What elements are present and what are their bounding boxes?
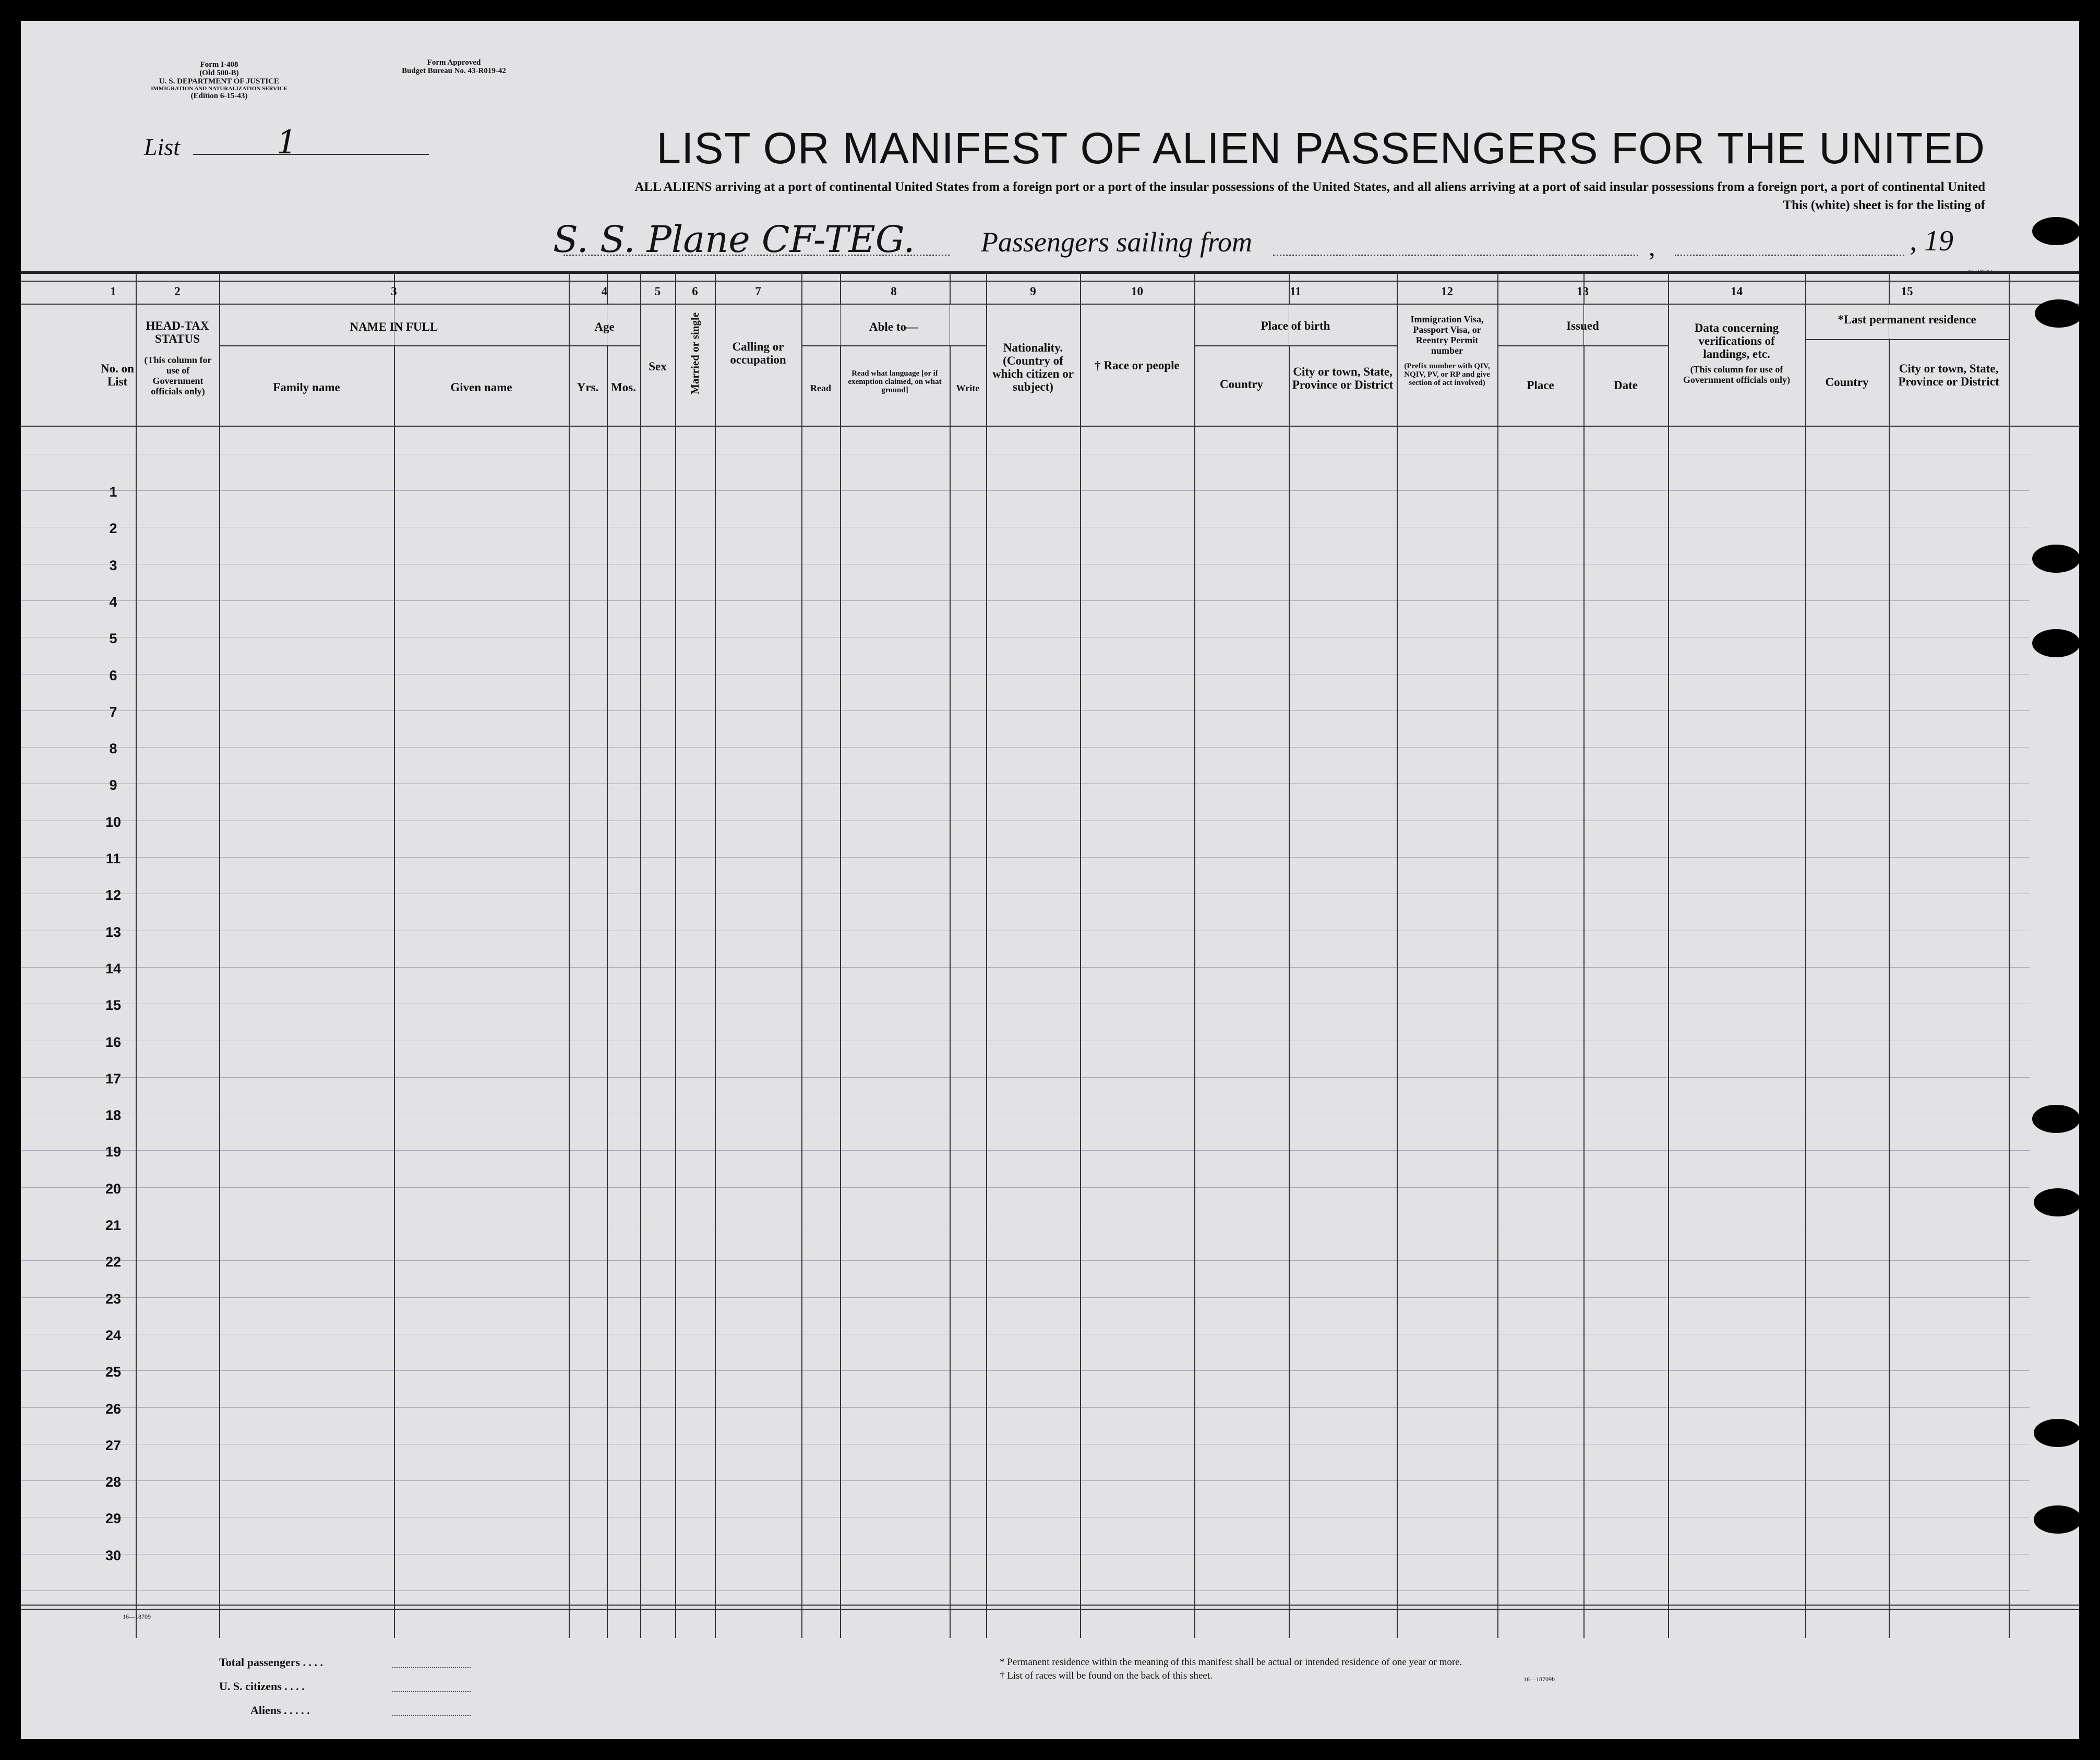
col-rule-4a xyxy=(607,273,608,1638)
row-number: 14 xyxy=(105,961,122,977)
header-name-in-full: NAME IN FULL xyxy=(350,320,438,333)
row-number: 24 xyxy=(105,1328,122,1343)
row-number: 22 xyxy=(105,1254,122,1270)
budget-bureau-number: Budget Bureau No. 43-R019-42 xyxy=(402,67,506,75)
row-number: 16 xyxy=(105,1034,122,1050)
row-number: 1 xyxy=(109,484,117,500)
col-rule-12 xyxy=(1497,273,1498,1638)
row-line xyxy=(21,1077,2030,1078)
punch-hole xyxy=(2034,1505,2079,1534)
header-visa-note: (Prefix number with QIV, NQIV, PV, or RP and give section of act involved) xyxy=(1404,362,1490,387)
header-issued: Issued xyxy=(1566,319,1599,332)
row-line xyxy=(21,1407,2030,1408)
header-able-to: Able to— xyxy=(869,320,918,333)
row-line xyxy=(21,1590,2030,1591)
row-number: 6 xyxy=(109,668,117,683)
form-approval xyxy=(376,58,532,75)
residence-subheader-rule xyxy=(1805,339,2009,340)
col-number-6: 6 xyxy=(692,285,698,298)
edition-date: (Edition 6-15-43) xyxy=(190,92,248,100)
aliens-label: Aliens . . . . . xyxy=(250,1704,310,1717)
table-bottom-rule-thin xyxy=(21,1609,2079,1610)
list-number-line xyxy=(193,154,429,155)
row-line xyxy=(21,1260,2030,1261)
row-number: 21 xyxy=(105,1217,122,1233)
intro-text-line-1: ALL ALIENS arriving at a port of continental United States from a foreign port or a port of the insular possessions of the United States, and all aliens arriving at a port of said insular possessions from a foreign port, a port of continental United xyxy=(634,180,1985,194)
row-line xyxy=(21,710,2030,711)
row-line xyxy=(21,600,2030,601)
punch-hole xyxy=(2032,1105,2079,1133)
row-line xyxy=(21,1370,2030,1371)
row-number: 15 xyxy=(105,997,122,1013)
service-name: IMMIGRATION AND NATURALIZATION SERVICE xyxy=(151,86,287,92)
age-subheader-rule xyxy=(569,345,640,346)
col-rule-15a xyxy=(1889,273,1890,1638)
row-number: 18 xyxy=(105,1107,122,1123)
col-number-8: 8 xyxy=(891,285,897,298)
row-number: 10 xyxy=(105,814,122,830)
row-number: 5 xyxy=(109,631,117,646)
col-number-7: 7 xyxy=(755,285,761,298)
row-number: 17 xyxy=(105,1071,122,1087)
header-head-tax-note: (This column for use of Government officials only) xyxy=(144,355,212,396)
punch-hole xyxy=(2032,629,2079,657)
birth-subheader-rule xyxy=(1194,345,1397,346)
col-number-10: 10 xyxy=(1131,285,1143,298)
old-form-number: (Old 500-B) xyxy=(199,69,239,77)
col-rule-15 xyxy=(2009,273,2010,1638)
col-rule-7 xyxy=(801,273,802,1638)
form-code-footer: 16—18709b xyxy=(1523,1675,1555,1683)
form-code-bottom: 16—18709 xyxy=(123,1613,151,1620)
col-rule-1 xyxy=(136,273,137,1638)
form-number: Form I-408 xyxy=(200,61,238,69)
header-sex: Sex xyxy=(649,360,667,373)
manifest-sheet xyxy=(21,21,2079,1739)
row-line xyxy=(21,967,2030,968)
col-rule-13a xyxy=(1583,273,1585,1638)
us-citizens-field[interactable] xyxy=(392,1691,471,1692)
note-list-of-races: † List of races will be found on the back of this sheet. xyxy=(1000,1670,1213,1681)
col-rule-10 xyxy=(1194,273,1195,1638)
ship-name-handwritten[interactable]: S. S. Plane CF-TEG. xyxy=(553,218,915,261)
col-number-11: 11 xyxy=(1290,285,1301,298)
header-landings: Data concerning verifications of landings, etc. xyxy=(1694,321,1779,360)
header-landings-note: (This column for use of Government officials only) xyxy=(1683,364,1790,385)
header-last-residence: *Last permanent residence xyxy=(1838,313,1976,326)
row-number: 4 xyxy=(109,594,117,610)
col-number-2: 2 xyxy=(174,285,181,298)
col-rule-6 xyxy=(715,273,716,1638)
header-calling: Calling or occupation xyxy=(730,340,786,366)
header-given-name: Given name xyxy=(450,381,512,394)
header-age-yrs: Yrs. xyxy=(577,381,599,394)
row-line xyxy=(21,747,2030,748)
list-label: List xyxy=(144,134,181,160)
col-rule-8a xyxy=(840,273,841,1638)
header-birth-city: City or town, State, Province or District xyxy=(1292,365,1394,391)
punch-hole xyxy=(2034,1188,2079,1216)
row-number: 8 xyxy=(109,741,117,756)
form-code-top: 16—18709-1 xyxy=(1968,269,1993,274)
header-visa: Immigration Visa, Passport Visa, or Reentry Permit number xyxy=(1410,314,1484,356)
col-number-14: 14 xyxy=(1731,285,1743,298)
punch-hole xyxy=(2032,217,2079,245)
header-read: Read xyxy=(810,383,831,393)
row-number: 25 xyxy=(105,1364,122,1380)
col-number-13: 13 xyxy=(1577,285,1589,298)
col-rule-9 xyxy=(1080,273,1081,1638)
row-number: 27 xyxy=(105,1438,122,1453)
row-number: 26 xyxy=(105,1401,122,1417)
header-nationality: Nationality. (Country of which citizen or subject) xyxy=(992,341,1074,393)
header-bottom-rule xyxy=(21,426,2079,427)
sailing-comma: , xyxy=(1649,232,1655,261)
header-place-of-birth: Place of birth xyxy=(1261,319,1330,332)
header-age-mos: Mos. xyxy=(611,381,636,394)
col-number-9: 9 xyxy=(1030,285,1036,298)
table-bottom-rule xyxy=(21,1605,2079,1606)
punch-hole xyxy=(2034,1419,2079,1447)
row-line xyxy=(21,1150,2030,1151)
issued-subheader-rule xyxy=(1497,345,1668,346)
table-top-rule-thin xyxy=(21,281,2079,282)
department-name: U. S. DEPARTMENT OF JUSTICE xyxy=(159,77,280,86)
col-number-4: 4 xyxy=(601,285,608,298)
col-number-5: 5 xyxy=(654,285,661,298)
row-number: 30 xyxy=(105,1548,122,1563)
row-line xyxy=(21,1297,2030,1298)
note-permanent-residence: * Permanent residence within the meaning of this manifest shall be actual or intended residence of one year or more. xyxy=(1000,1657,1462,1668)
col-rule-14 xyxy=(1805,273,1806,1638)
row-number: 19 xyxy=(105,1144,122,1160)
col-rule-13 xyxy=(1668,273,1669,1638)
row-number: 11 xyxy=(105,851,121,866)
col-number-12: 12 xyxy=(1441,285,1453,298)
header-residence-city: City or town, State, Province or District xyxy=(1898,362,1999,388)
row-line xyxy=(21,857,2030,858)
year-prefix: , 19 xyxy=(1910,225,1953,257)
row-number: 28 xyxy=(105,1474,122,1490)
header-race: † Race or people xyxy=(1095,359,1180,372)
header-issued-date: Date xyxy=(1614,379,1638,392)
total-passengers-label: Total passengers . . . . xyxy=(219,1656,323,1669)
header-age: Age xyxy=(594,320,615,333)
col-number-3: 3 xyxy=(391,285,397,298)
form-identification xyxy=(125,61,313,100)
name-subheader-rule xyxy=(219,345,569,346)
col-rule-3a xyxy=(394,273,395,1638)
row-number: 3 xyxy=(109,558,117,573)
row-line xyxy=(21,1187,2030,1188)
row-line xyxy=(21,783,2030,784)
row-number: 2 xyxy=(109,521,117,536)
sailing-port-field[interactable] xyxy=(1273,255,1638,256)
col-rule-8 xyxy=(986,273,987,1638)
col-rule-2 xyxy=(219,273,220,1638)
header-issued-place: Place xyxy=(1527,379,1554,392)
punch-hole xyxy=(2032,545,2079,573)
header-birth-country: Country xyxy=(1219,378,1264,391)
approval-label: Form Approved xyxy=(427,58,481,67)
total-passengers-field[interactable] xyxy=(392,1667,471,1668)
intro-text-line-2: This (white) sheet is for the listing of xyxy=(1783,198,1985,212)
header-write: Write xyxy=(956,383,980,393)
ship-name-line xyxy=(563,255,950,256)
us-citizens-label: U. S. citizens . . . . xyxy=(219,1680,305,1693)
header-read-language: Read what language [or if exemption claimed, on what ground] xyxy=(848,369,942,394)
row-number: 23 xyxy=(105,1291,122,1307)
header-head-tax: HEAD-TAX STATUS xyxy=(146,319,209,345)
header-no-on-list: No. on List xyxy=(101,362,134,388)
col-rule-4 xyxy=(640,273,641,1638)
header-residence-country: Country xyxy=(1825,376,1869,389)
col-rule-3 xyxy=(569,273,570,1638)
row-number: 7 xyxy=(109,704,117,720)
col-rule-11 xyxy=(1397,273,1398,1638)
row-line xyxy=(21,490,2030,491)
sailing-from-label: Passengers sailing from xyxy=(981,226,1253,258)
header-married-or-single: Married or single xyxy=(689,312,701,394)
col-rule-11a xyxy=(1289,273,1290,1638)
row-number: 13 xyxy=(105,924,122,940)
col-rule-5 xyxy=(675,273,676,1638)
col-rule-8b xyxy=(950,273,951,1638)
aliens-field[interactable] xyxy=(392,1715,471,1716)
header-family-name: Family name xyxy=(273,381,340,394)
row-number: 20 xyxy=(105,1181,122,1197)
row-line xyxy=(21,1480,2030,1481)
col-number-1: 1 xyxy=(110,285,116,298)
sailing-date-field[interactable] xyxy=(1675,255,1904,256)
table-top-rule xyxy=(21,271,2079,274)
row-number: 9 xyxy=(109,777,117,793)
col-number-15: 15 xyxy=(1901,285,1913,298)
column-number-rule xyxy=(21,304,2079,305)
list-number-value[interactable]: 1 xyxy=(277,123,297,161)
punch-hole xyxy=(2035,299,2079,328)
row-number: 29 xyxy=(105,1511,122,1526)
able-subheader-rule xyxy=(801,345,986,346)
page-title: LIST OR MANIFEST OF ALIEN PASSENGERS FOR THE UNITED xyxy=(656,124,1985,173)
row-number: 12 xyxy=(105,887,122,903)
